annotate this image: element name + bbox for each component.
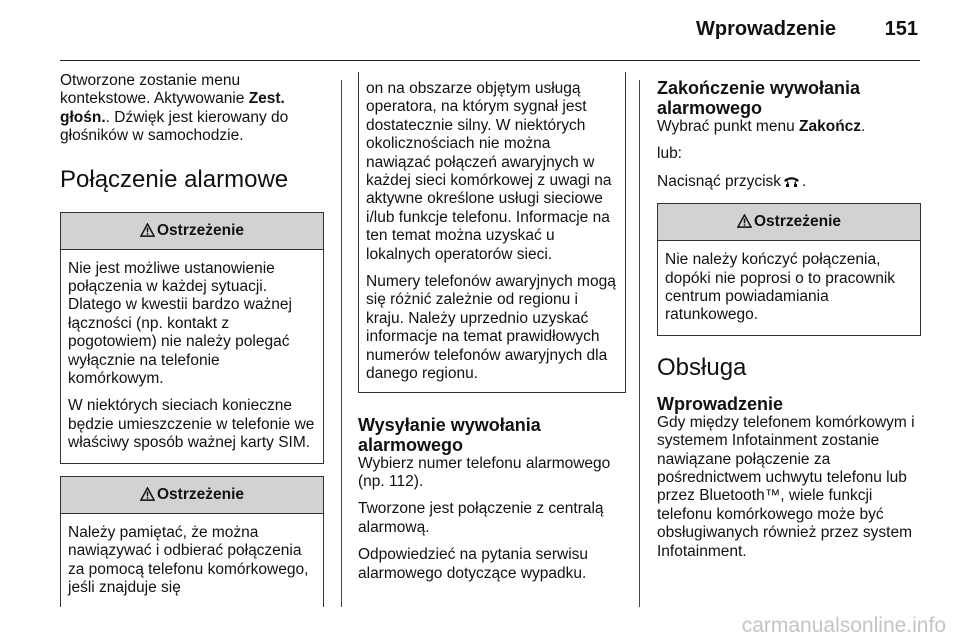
column-3 [657, 72, 921, 570]
subheading-introduction: Wprowadzenie [657, 393, 784, 414]
warning-text: Nie jest możliwe ustanowienie połączenia w każdej sytuacji. Dlatego w kwestii bardzo ważnej łączności (np. kontakt z pogotowiem) nie należy polegać wyłącznie na telefonie komórkowym. [68, 259, 292, 388]
warning-box-2-continued [358, 72, 626, 393]
body-paragraph: Wybierz numer telefonu alarmowego (np. 112). [358, 454, 611, 490]
subheading-send-emergency-call: Wysyłanie wywołania alarmowego [358, 414, 541, 455]
page-header [60, 0, 920, 61]
warning-triangle-icon [140, 487, 155, 501]
warning-text: Należy pamiętać, że można nawiązywać i odbierać połączenia za pomocą telefonu komórkowego, jeśli znajduje się [68, 523, 309, 596]
warning-box-header [658, 204, 920, 241]
warning-text: on na obszarze objętym usługą operatora, na którym sygnał jest dostatecznie silny. W niektórych okolicznościach nie można nawiązać połączeń awaryjnych w każdej sieci komórkowej z uwagi na aktywne określone usługi sieciowe i/lub funkcje telefonu. Informacje na ten temat można uzyskać u lokalnych operatorów sieci. [366, 80, 612, 263]
watermark: carmanualsonline.info [741, 614, 946, 637]
warning-box-3 [657, 203, 921, 336]
warning-box-2 [60, 476, 324, 608]
column-divider-1 [341, 80, 342, 607]
body-paragraph: Tworzone jest połączenie z centralą alarmową. [358, 500, 604, 536]
subheading-end-emergency-call: Zakończenie wywołania alarmowego [657, 78, 861, 118]
menu-item-speaker: Zest. głośn. [60, 90, 285, 126]
phone-handset-icon [783, 176, 800, 188]
warning-text: Numery telefonów awaryjnych mogą się różnić zależnie od regionu i kraju. Należy uprzednio uzyskać informacje na temat prawidłowych numerów telefonów awaryjnych dla danego regionu. [366, 273, 616, 383]
column-2 [358, 72, 626, 592]
body-paragraph: Nacisnąć przycisk . [657, 172, 807, 190]
warning-title: Ostrzeżenie [156, 485, 244, 503]
intro-paragraph: Otworzone zostanie menu kontekstowe. Aktywowanie Zest. głośn.. Dźwięk jest kierowany do głośników w samochodzie. [60, 72, 289, 145]
warning-title: Ostrzeżenie [156, 221, 244, 239]
warning-box-1 [60, 212, 324, 464]
warning-title: Ostrzeżenie [753, 213, 841, 231]
page-number: 151 [884, 18, 918, 40]
section-heading-emergency-call: Połączenie alarmowe [60, 165, 289, 193]
column-divider-2 [639, 80, 640, 607]
warning-text: W niektórych sieciach konieczne będzie umieszczenie w telefonie we właściwy sposób ważnej karty SIM. [68, 397, 315, 452]
section-heading-operation: Obsługa [657, 353, 747, 381]
body-paragraph: Odpowiedzieć na pytania serwisu alarmowego dotyczące wypadku. [358, 546, 589, 582]
warning-box-header [61, 213, 323, 250]
body-paragraph: Wybrać punkt menu Zakończ. [657, 118, 866, 135]
body-paragraph: Gdy między telefonem komórkowym i systemem Infotainment zostanie nawiązane połączenie za pośrednictwem uchwytu telefonu lub przez Bluetooth™, wiele funkcji telefonu komórkowego może być obsługiwanych również przez system Infotainment. [657, 413, 915, 560]
header-title: Wprowadzenie [695, 18, 836, 40]
warning-box-header [61, 477, 323, 514]
warning-triangle-icon [737, 214, 752, 228]
warning-text: Nie należy kończyć połączenia, dopóki nie poprosi o to pracownik centrum powiadamiania ratunkowego. [665, 251, 896, 324]
body-paragraph: lub: [657, 145, 682, 163]
warning-triangle-icon [140, 223, 155, 237]
menu-item-end: Zakończ [799, 118, 862, 135]
column-1 [60, 72, 324, 607]
